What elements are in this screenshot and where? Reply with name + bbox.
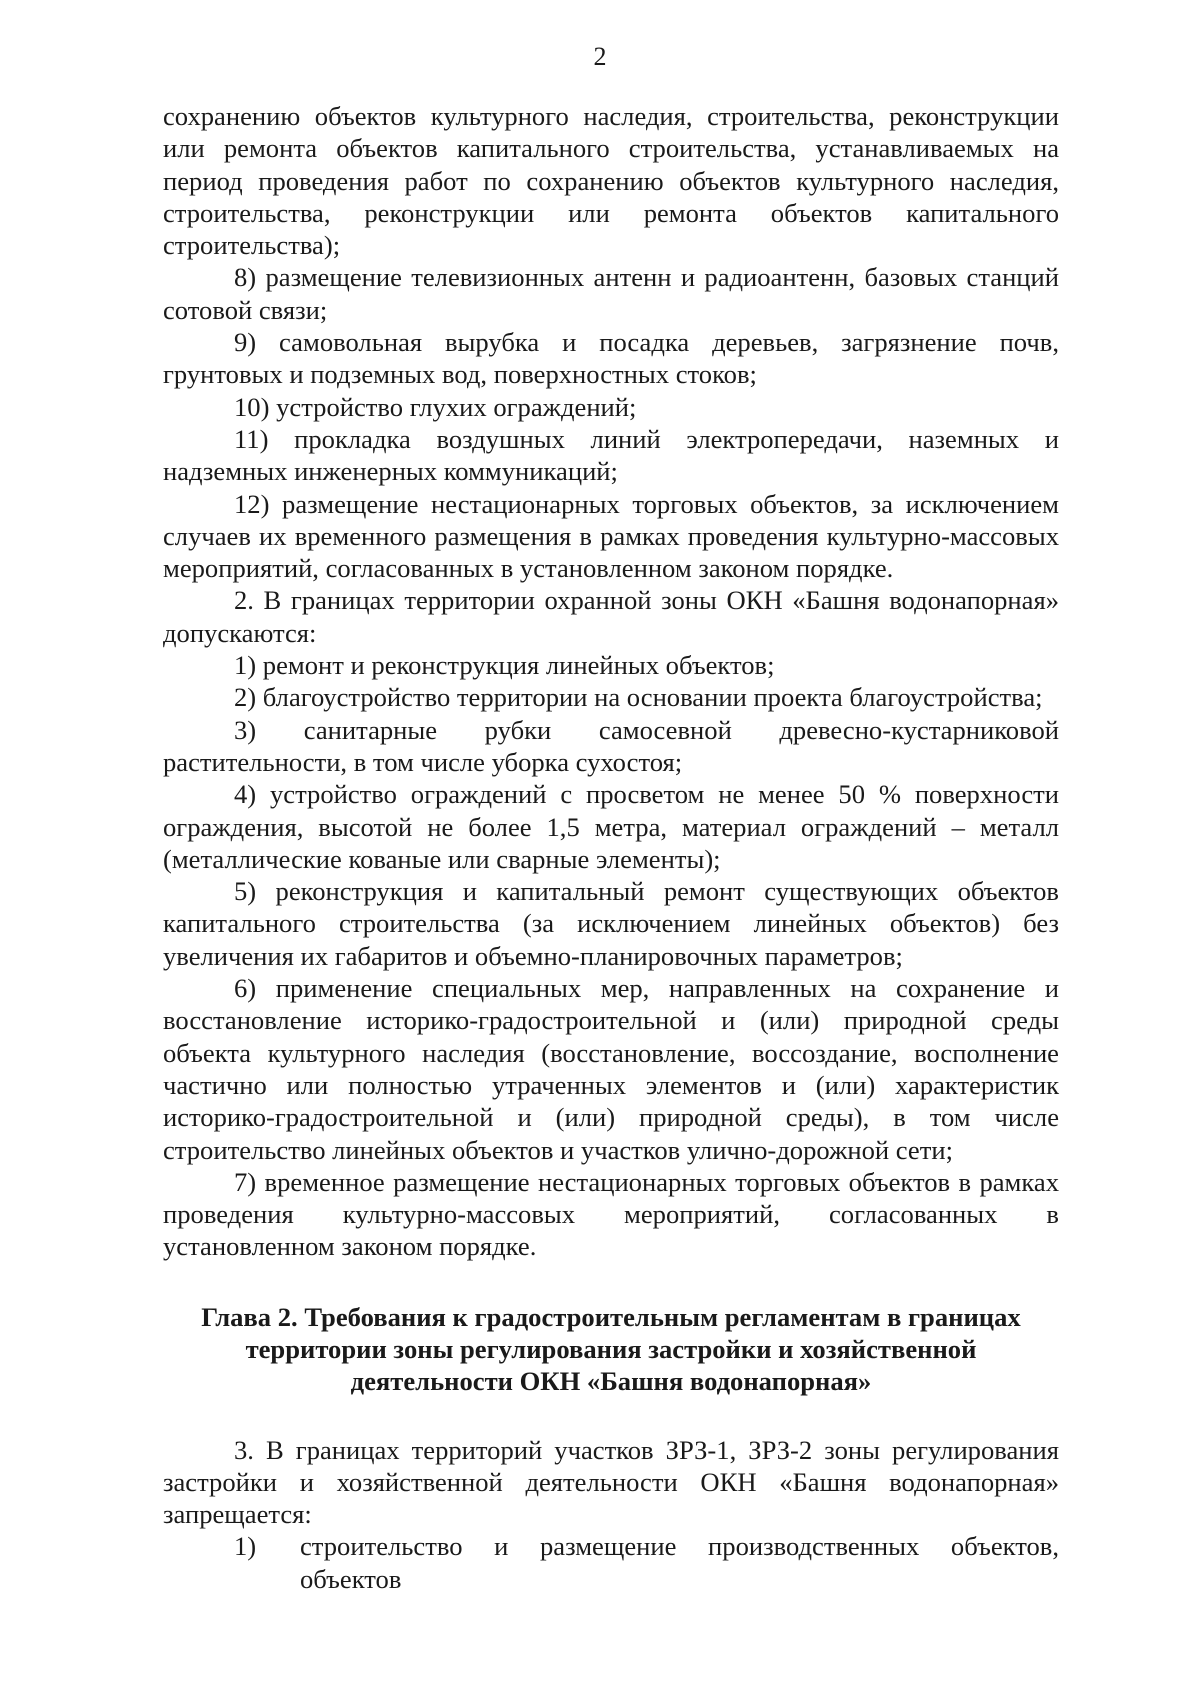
page-number: 2 [593,42,607,71]
paragraph: сохранению объектов культурного наследия, строительства, реконструкции или ремонта объектов капитального строительства, устанавливаемых на период проведения работ по сохранению объектов культурного наследия, строительства, реконструкции или ремонта объектов капитального строительства); [163,101,1059,261]
paragraph: 6) применение специальных мер, направленных на сохранение и восстановление историко-градостроительной и (или) природной среды объекта культурного наследия (восстановление, воссоздание, восполнение частично или полностью утраченных элементов и (или) характеристик историко-градостроительной и (или) природной среды), в том числе строительство линейных объектов и участков улично-дорожной сети; [163,973,1059,1165]
paragraph: 12) размещение нестационарных торговых объектов, за исключением случаев их временного размещения в рамках проведения культурно-массовых мероприятий, согласованных в установленном законом порядке. [163,488,1059,584]
list-item-text: строительство и размещение производственных объектов, объектов [300,1531,1059,1594]
paragraph: 9) самовольная вырубка и посадка деревьев, загрязнение почв, грунтовых и подземных вод, поверхностных стоков; [163,327,1059,390]
list-item-1 [234,1530,1059,1595]
paragraph: 11) прокладка воздушных линий электропередачи, наземных и надземных инженерных коммуникаций; [163,423,1059,487]
paragraph: 1) ремонт и реконструкция линейных объектов; [234,650,775,681]
paragraph: 2. В границах территории охранной зоны ОКН «Башня водонапорная» допускаются: [163,585,1059,648]
list-item-number: 1) [234,1531,257,1562]
paragraph: 7) временное размещение нестационарных торговых объектов в рамках проведения культурно-массовых мероприятий, согласованных в установленном законом порядке. [163,1166,1059,1262]
paragraph: 3) санитарные рубки самосевной древесно-кустарниковой растительности, в том числе уборка сухостоя; [163,714,1059,777]
paragraph: 5) реконструкция и капитальный ремонт существующих объектов капитального строительства (за исключением линейных объектов) без увеличения их габаритов и объемно-планировочных параметров; [163,876,1059,971]
paragraph: 2) благоустройство территории на основании проекта благоустройства; [234,682,1043,713]
paragraph-3: 3. В границах территорий участков ЗРЗ-1, ЗРЗ-2 зоны регулирования застройки и хозяйственной деятельности ОКН «Башня водонапорная» запрещается: [163,1434,1059,1530]
paragraph: 4) устройство ограждений с просветом не менее 50 % поверхности ограждения, высотой не более 1,5 метра, материал ограждений – металл (металлические кованые или сварные элементы); [163,779,1059,874]
paragraph-list [163,100,1059,1263]
document-body [163,100,1059,1595]
paragraph: 8) размещение телевизионных антенн и радиоантенн, базовых станций сотовой связи; [163,262,1059,325]
paragraph: 10) устройство глухих ограждений; [234,391,637,422]
chapter-heading: Глава 2. Требования к градостроительным регламентам в границах территории зоны регулирования застройки и хозяйственной деятельности ОКН «Башня водонапорная» [201,1301,1021,1397]
